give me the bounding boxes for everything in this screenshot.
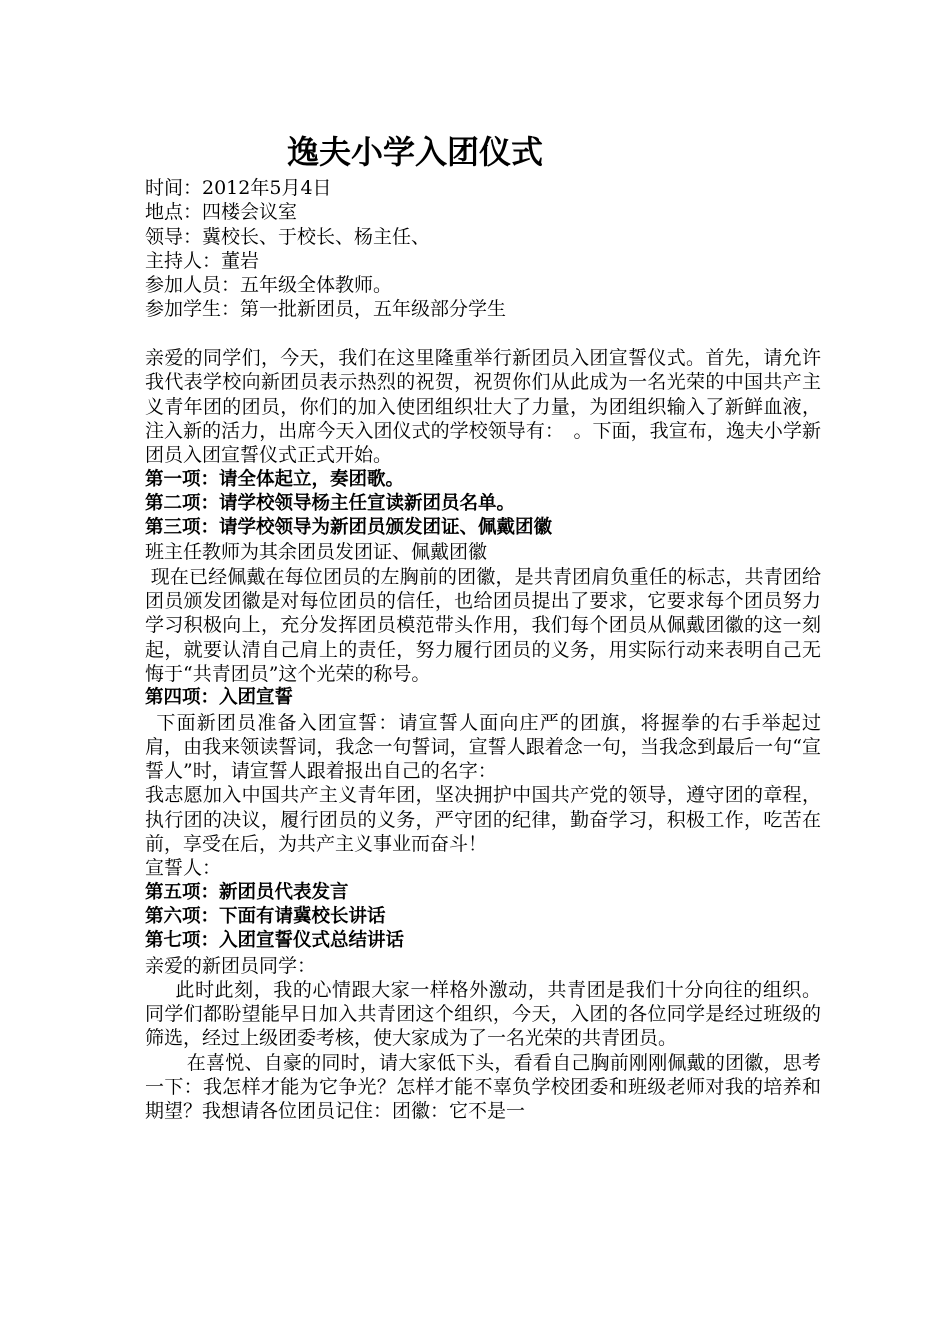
document-page bbox=[145, 128, 821, 1124]
info-attendees: 参加人员：五年级全体教师。 bbox=[145, 274, 393, 297]
moment-paragraph: 此时此刻，我的心情跟大家一样格外激动，共青团是我们十分向往的组织。同学们都盼望能早日加入共青团这个组织，今天，入团的各位同学是经过班级的筛选，经过上级团委考核，使大家成为了一名光荣的共青团员。 bbox=[145, 978, 821, 1050]
event-info bbox=[145, 176, 821, 322]
info-leaders: 领导：冀校长、于校长、杨主任、 bbox=[145, 225, 431, 248]
info-location: 地点：四楼会议室 bbox=[145, 201, 298, 224]
proud-paragraph: 在喜悦、自豪的同时，请大家低下头，看看自己胸前刚刚佩戴的团徽，思考一下：我怎样才能为它争光？怎样才能不辜负学校团委和班级老师对我的培养和期望？我想请各位团员记住：团徽：它不是一 bbox=[145, 1051, 821, 1123]
greeting-line: 亲爱的新团员同学： bbox=[145, 954, 317, 977]
item-5-heading: 第五项：新团员代表发言 bbox=[145, 881, 349, 903]
item-2-heading: 第二项：请学校领导杨主任宣读新团员名单。 bbox=[145, 492, 516, 514]
oath-intro-paragraph: 下面新团员准备入团宣誓：请宣誓人面向庄严的团旗，将握拳的右手举起过肩，由我来领读誓词，我念一句誓词，宣誓人跟着念一句，当我念到最后一句“宣誓人”时，请宣誓人跟着报出自己的名字： bbox=[145, 711, 821, 783]
intro-paragraph: 亲爱的同学们，今天，我们在这里隆重举行新团员入团宣誓仪式。首先，请允许我代表学校向新团员表示热烈的祝贺，祝贺你们从此成为一名光荣的中国共产主义青年团的团员，你们的加入使团组织壮大了力量，为团组织输入了新鲜血液，注入新的活力，出席今天入团仪式的学校领导有： 。下面，我宣布，逸夫小学新团员入团宣誓仪式正式开始。 bbox=[145, 347, 821, 467]
item-7-heading: 第七项：入团宣誓仪式总结讲话 bbox=[145, 930, 405, 952]
info-host: 主持人：董岩 bbox=[145, 249, 260, 272]
oath-text-paragraph: 我志愿加入中国共产主义青年团，坚决拥护中国共产党的领导，遵守团的章程，执行团的决议，履行团员的义务，严守团的纪律，勤奋学习，积极工作，吃苦在前，享受在后，为共产主义事业而奋斗！ bbox=[145, 784, 821, 856]
info-students: 参加学生：第一批新团员，五年级部分学生 bbox=[145, 298, 507, 321]
badge-paragraph: 现在已经佩戴在每位团员的左胸前的团徽，是共青团肩负重任的标志，共青团给团员颁发团徽是对每位团员的信任，也给团员提出了要求，它要求每个团员努力学习积极向上，充分发挥团员模范带头作用，我们每个团员从佩戴团徽的这一刻起，就要认清自己肩上的责任，努力履行团员的义务，用实际行动来表明自己无悔于“共青团员”这个光荣的称号。 bbox=[145, 565, 821, 685]
item-1-heading: 第一项：请全体起立，奏团歌。 bbox=[145, 468, 405, 490]
item-3-heading: 第三项：请学校领导为新团员颁发团证、佩戴团徽 bbox=[145, 517, 553, 539]
blank-line bbox=[145, 322, 821, 346]
badge-teacher-paragraph: 班主任教师为其余团员发团证、佩戴团徽 bbox=[145, 541, 488, 564]
info-time: 时间：2012年5月4日 bbox=[145, 177, 332, 199]
item-4-heading: 第四项：入团宣誓 bbox=[145, 687, 294, 709]
document-title: 逸夫小学入团仪式 bbox=[287, 133, 544, 171]
oath-sign-line: 宣誓人： bbox=[145, 857, 222, 880]
item-6-heading: 第六项：下面有请冀校长讲话 bbox=[145, 905, 386, 927]
